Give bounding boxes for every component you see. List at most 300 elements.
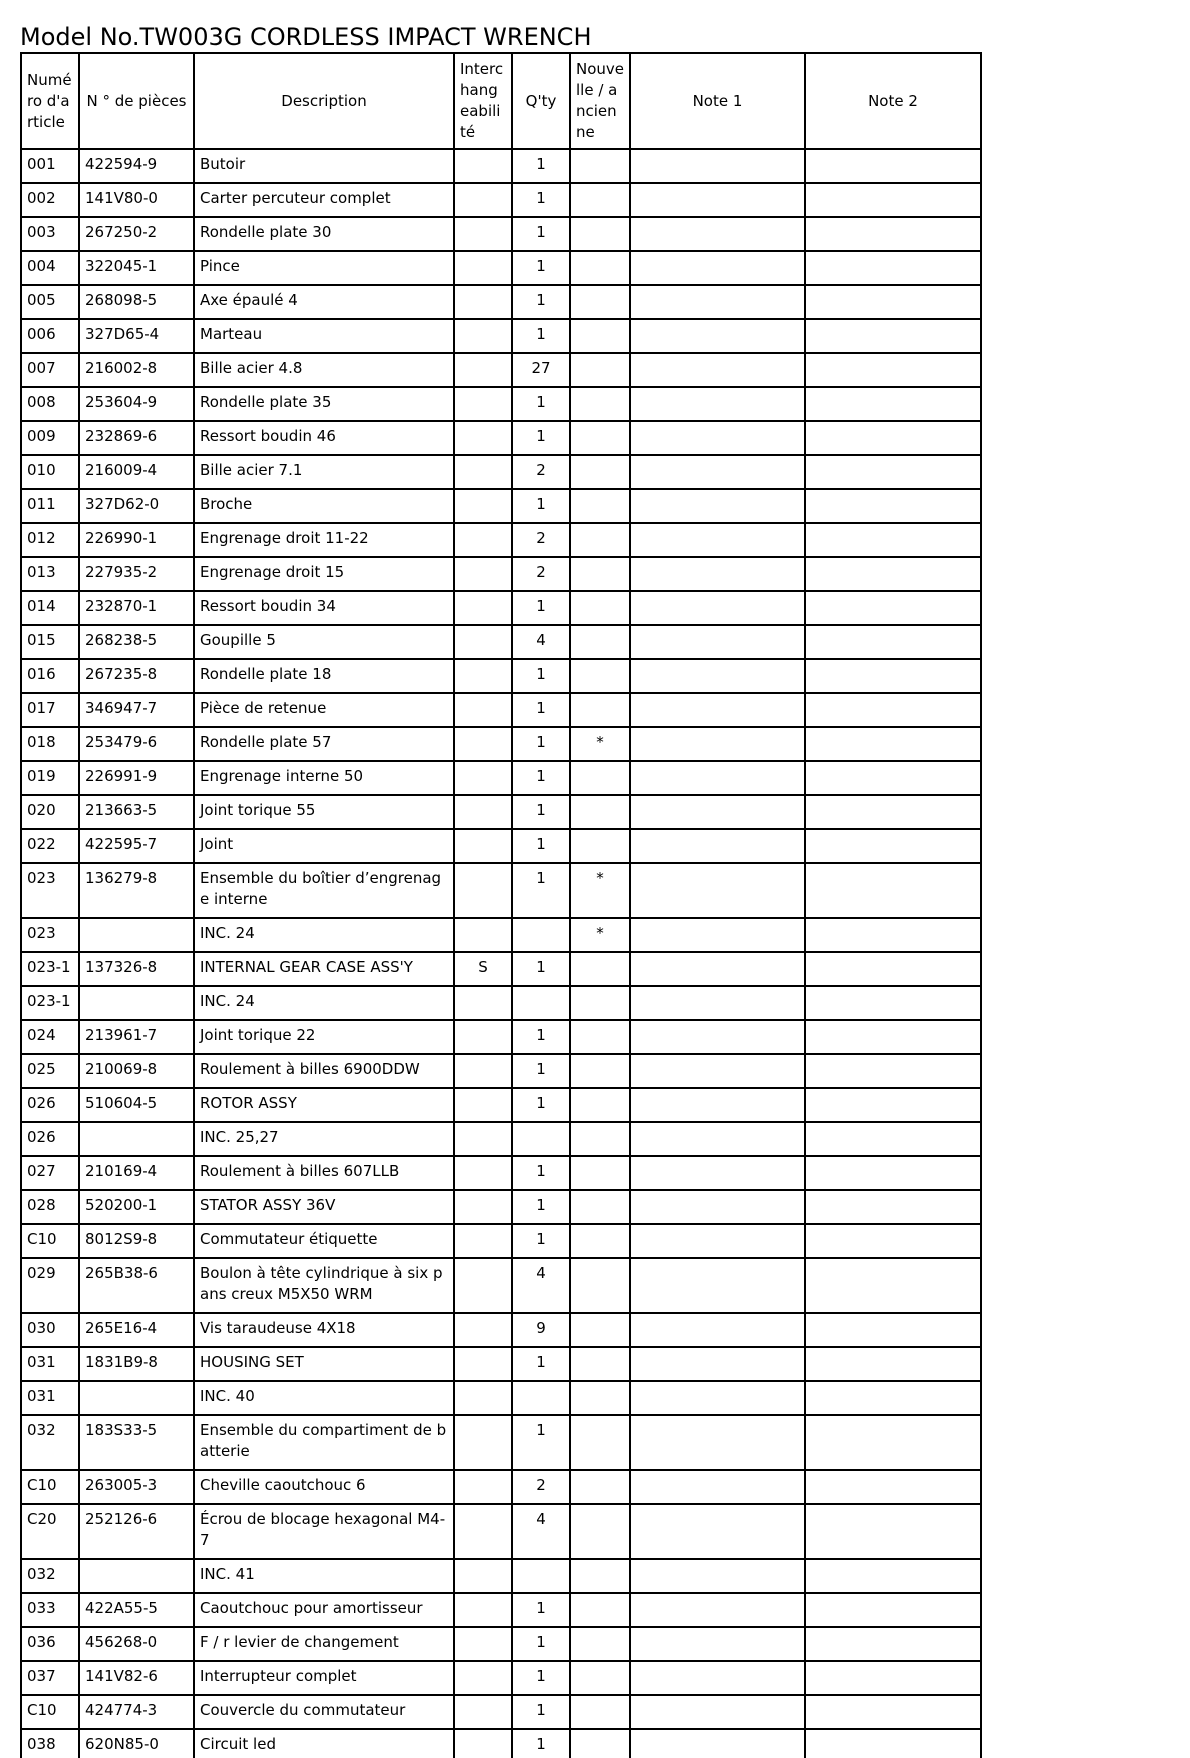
cell-description: Circuit led bbox=[194, 1729, 454, 1758]
cell-note-1 bbox=[630, 1627, 805, 1661]
cell-note-2 bbox=[805, 557, 981, 591]
cell-note-2 bbox=[805, 251, 981, 285]
cell-quantity: 1 bbox=[512, 489, 570, 523]
cell-interchangeability bbox=[454, 523, 512, 557]
cell-interchangeability bbox=[454, 795, 512, 829]
cell-note-1 bbox=[630, 1415, 805, 1470]
cell-note-2 bbox=[805, 693, 981, 727]
cell-note-2 bbox=[805, 1559, 981, 1593]
cell-item-number: 009 bbox=[21, 421, 79, 455]
cell-note-2 bbox=[805, 1347, 981, 1381]
table-row bbox=[21, 1593, 981, 1627]
cell-interchangeability bbox=[454, 693, 512, 727]
cell-part-number: 210069-8 bbox=[79, 1054, 194, 1088]
table-row bbox=[21, 986, 981, 1020]
cell-new-old bbox=[570, 183, 630, 217]
cell-note-2 bbox=[805, 761, 981, 795]
cell-quantity: 1 bbox=[512, 217, 570, 251]
cell-interchangeability bbox=[454, 1504, 512, 1559]
table-row bbox=[21, 1415, 981, 1470]
cell-note-1 bbox=[630, 918, 805, 952]
table-row bbox=[21, 1088, 981, 1122]
cell-note-1 bbox=[630, 591, 805, 625]
cell-interchangeability bbox=[454, 217, 512, 251]
table-row bbox=[21, 1054, 981, 1088]
cell-part-number: 252126-6 bbox=[79, 1504, 194, 1559]
table-row bbox=[21, 285, 981, 319]
cell-note-2 bbox=[805, 1313, 981, 1347]
cell-interchangeability bbox=[454, 1156, 512, 1190]
cell-note-2 bbox=[805, 1156, 981, 1190]
cell-note-2 bbox=[805, 591, 981, 625]
header-item-number: Numéro d'article bbox=[21, 53, 79, 149]
cell-quantity: 1 bbox=[512, 829, 570, 863]
cell-note-1 bbox=[630, 1559, 805, 1593]
cell-part-number: 227935-2 bbox=[79, 557, 194, 591]
cell-note-1 bbox=[630, 761, 805, 795]
cell-part-number: 253604-9 bbox=[79, 387, 194, 421]
cell-new-old bbox=[570, 489, 630, 523]
cell-new-old bbox=[570, 1627, 630, 1661]
cell-note-1 bbox=[630, 1088, 805, 1122]
cell-new-old bbox=[570, 421, 630, 455]
table-row bbox=[21, 863, 981, 918]
cell-quantity bbox=[512, 1381, 570, 1415]
table-row bbox=[21, 1729, 981, 1758]
header-description: Description bbox=[194, 53, 454, 149]
table-row bbox=[21, 1504, 981, 1559]
table-row bbox=[21, 591, 981, 625]
cell-note-1 bbox=[630, 727, 805, 761]
header-interchangeability: Interchangeabilité bbox=[454, 53, 512, 149]
table-row bbox=[21, 489, 981, 523]
cell-new-old bbox=[570, 952, 630, 986]
table-row bbox=[21, 557, 981, 591]
cell-note-2 bbox=[805, 285, 981, 319]
cell-note-2 bbox=[805, 1381, 981, 1415]
cell-item-number: 011 bbox=[21, 489, 79, 523]
cell-new-old bbox=[570, 1381, 630, 1415]
cell-new-old bbox=[570, 1729, 630, 1758]
cell-note-1 bbox=[630, 659, 805, 693]
table-row bbox=[21, 251, 981, 285]
cell-description: Roulement à billes 6900DDW bbox=[194, 1054, 454, 1088]
cell-part-number: 268098-5 bbox=[79, 285, 194, 319]
cell-item-number: 024 bbox=[21, 1020, 79, 1054]
cell-description: F / r levier de changement bbox=[194, 1627, 454, 1661]
cell-item-number: 007 bbox=[21, 353, 79, 387]
cell-interchangeability bbox=[454, 251, 512, 285]
table-row bbox=[21, 1122, 981, 1156]
table-row bbox=[21, 918, 981, 952]
cell-part-number: 327D62-0 bbox=[79, 489, 194, 523]
cell-quantity bbox=[512, 918, 570, 952]
table-row bbox=[21, 1313, 981, 1347]
header-part-number: N ° de pièces bbox=[79, 53, 194, 149]
cell-description: STATOR ASSY 36V bbox=[194, 1190, 454, 1224]
cell-description: INC. 24 bbox=[194, 918, 454, 952]
cell-quantity: 1 bbox=[512, 1224, 570, 1258]
cell-part-number: 422594-9 bbox=[79, 149, 194, 183]
cell-item-number: 008 bbox=[21, 387, 79, 421]
cell-note-2 bbox=[805, 863, 981, 918]
cell-interchangeability bbox=[454, 1258, 512, 1313]
cell-part-number: 216002-8 bbox=[79, 353, 194, 387]
cell-part-number: 216009-4 bbox=[79, 455, 194, 489]
cell-note-1 bbox=[630, 1313, 805, 1347]
cell-note-1 bbox=[630, 421, 805, 455]
cell-note-2 bbox=[805, 1190, 981, 1224]
parts-table bbox=[20, 52, 982, 1758]
cell-item-number: 015 bbox=[21, 625, 79, 659]
cell-quantity: 1 bbox=[512, 591, 570, 625]
cell-quantity: 1 bbox=[512, 421, 570, 455]
cell-new-old bbox=[570, 1190, 630, 1224]
header-quantity: Q'ty bbox=[512, 53, 570, 149]
cell-item-number: C10 bbox=[21, 1470, 79, 1504]
cell-part-number: 141V80-0 bbox=[79, 183, 194, 217]
cell-note-1 bbox=[630, 1695, 805, 1729]
cell-note-2 bbox=[805, 1224, 981, 1258]
cell-interchangeability bbox=[454, 761, 512, 795]
cell-quantity: 1 bbox=[512, 727, 570, 761]
cell-part-number: 422A55-5 bbox=[79, 1593, 194, 1627]
cell-quantity: 1 bbox=[512, 1156, 570, 1190]
cell-item-number: 018 bbox=[21, 727, 79, 761]
cell-item-number: 004 bbox=[21, 251, 79, 285]
cell-interchangeability bbox=[454, 1313, 512, 1347]
cell-quantity: 1 bbox=[512, 183, 570, 217]
cell-description: Couvercle du commutateur bbox=[194, 1695, 454, 1729]
cell-quantity: 1 bbox=[512, 387, 570, 421]
cell-note-1 bbox=[630, 557, 805, 591]
cell-part-number bbox=[79, 918, 194, 952]
cell-quantity: 2 bbox=[512, 455, 570, 489]
cell-description: Ensemble du compartiment de batterie bbox=[194, 1415, 454, 1470]
cell-note-2 bbox=[805, 1020, 981, 1054]
cell-quantity: 1 bbox=[512, 251, 570, 285]
cell-item-number: 023 bbox=[21, 863, 79, 918]
cell-description: Axe épaulé 4 bbox=[194, 285, 454, 319]
cell-quantity: 27 bbox=[512, 353, 570, 387]
cell-note-2 bbox=[805, 1593, 981, 1627]
cell-new-old bbox=[570, 591, 630, 625]
cell-interchangeability bbox=[454, 1627, 512, 1661]
cell-new-old bbox=[570, 1224, 630, 1258]
cell-description: Rondelle plate 35 bbox=[194, 387, 454, 421]
table-row bbox=[21, 183, 981, 217]
page-title: Model No.TW003G CORDLESS IMPACT WRENCH bbox=[20, 23, 592, 51]
cell-new-old bbox=[570, 149, 630, 183]
cell-part-number: 141V82-6 bbox=[79, 1661, 194, 1695]
cell-description: Ensemble du boîtier d’engrenage interne bbox=[194, 863, 454, 918]
cell-item-number: 033 bbox=[21, 1593, 79, 1627]
table-row bbox=[21, 1661, 981, 1695]
cell-note-1 bbox=[630, 1729, 805, 1758]
table-row bbox=[21, 421, 981, 455]
cell-part-number: 620N85-0 bbox=[79, 1729, 194, 1758]
cell-quantity: 4 bbox=[512, 1504, 570, 1559]
cell-note-2 bbox=[805, 795, 981, 829]
cell-quantity: 1 bbox=[512, 1593, 570, 1627]
table-row bbox=[21, 829, 981, 863]
cell-description: Butoir bbox=[194, 149, 454, 183]
cell-part-number: 263005-3 bbox=[79, 1470, 194, 1504]
cell-note-2 bbox=[805, 1470, 981, 1504]
cell-quantity: 1 bbox=[512, 149, 570, 183]
cell-interchangeability bbox=[454, 1729, 512, 1758]
cell-item-number: 029 bbox=[21, 1258, 79, 1313]
cell-note-1 bbox=[630, 952, 805, 986]
cell-description: Caoutchouc pour amortisseur bbox=[194, 1593, 454, 1627]
cell-part-number bbox=[79, 986, 194, 1020]
cell-item-number: 026 bbox=[21, 1088, 79, 1122]
cell-description: Engrenage droit 15 bbox=[194, 557, 454, 591]
cell-note-1 bbox=[630, 455, 805, 489]
cell-description: Boulon à tête cylindrique à six pans creux M5X50 WRM bbox=[194, 1258, 454, 1313]
cell-quantity: 1 bbox=[512, 659, 570, 693]
cell-note-1 bbox=[630, 489, 805, 523]
cell-new-old bbox=[570, 761, 630, 795]
cell-new-old bbox=[570, 217, 630, 251]
cell-note-2 bbox=[805, 1122, 981, 1156]
cell-note-1 bbox=[630, 795, 805, 829]
cell-note-1 bbox=[630, 1190, 805, 1224]
cell-quantity: 9 bbox=[512, 1313, 570, 1347]
cell-item-number: 028 bbox=[21, 1190, 79, 1224]
cell-note-1 bbox=[630, 1381, 805, 1415]
cell-description: Engrenage droit 11-22 bbox=[194, 523, 454, 557]
cell-note-1 bbox=[630, 1054, 805, 1088]
cell-note-2 bbox=[805, 1054, 981, 1088]
cell-note-1 bbox=[630, 1156, 805, 1190]
cell-item-number: 031 bbox=[21, 1347, 79, 1381]
cell-item-number: 013 bbox=[21, 557, 79, 591]
cell-item-number: C20 bbox=[21, 1504, 79, 1559]
table-row bbox=[21, 727, 981, 761]
cell-note-2 bbox=[805, 986, 981, 1020]
table-row bbox=[21, 625, 981, 659]
cell-item-number: 023-1 bbox=[21, 986, 79, 1020]
cell-interchangeability bbox=[454, 1695, 512, 1729]
cell-quantity: 1 bbox=[512, 285, 570, 319]
cell-interchangeability bbox=[454, 1122, 512, 1156]
cell-item-number: 027 bbox=[21, 1156, 79, 1190]
cell-quantity: 1 bbox=[512, 1054, 570, 1088]
cell-note-1 bbox=[630, 251, 805, 285]
table-row bbox=[21, 952, 981, 986]
cell-note-1 bbox=[630, 829, 805, 863]
cell-description: Cheville caoutchouc 6 bbox=[194, 1470, 454, 1504]
cell-new-old bbox=[570, 557, 630, 591]
cell-quantity: 1 bbox=[512, 1190, 570, 1224]
cell-new-old: * bbox=[570, 863, 630, 918]
cell-item-number: 023 bbox=[21, 918, 79, 952]
cell-note-1 bbox=[630, 523, 805, 557]
cell-item-number: 014 bbox=[21, 591, 79, 625]
table-row bbox=[21, 217, 981, 251]
cell-note-2 bbox=[805, 1695, 981, 1729]
cell-quantity: 1 bbox=[512, 795, 570, 829]
cell-interchangeability bbox=[454, 421, 512, 455]
cell-part-number: 8012S9-8 bbox=[79, 1224, 194, 1258]
cell-description: Roulement à billes 607LLB bbox=[194, 1156, 454, 1190]
table-row bbox=[21, 353, 981, 387]
table-row bbox=[21, 1020, 981, 1054]
cell-interchangeability bbox=[454, 353, 512, 387]
cell-quantity: 1 bbox=[512, 1415, 570, 1470]
cell-new-old bbox=[570, 387, 630, 421]
cell-part-number: 265E16-4 bbox=[79, 1313, 194, 1347]
cell-item-number: 019 bbox=[21, 761, 79, 795]
cell-interchangeability bbox=[454, 727, 512, 761]
cell-interchangeability bbox=[454, 1020, 512, 1054]
cell-interchangeability bbox=[454, 1381, 512, 1415]
table-row bbox=[21, 1627, 981, 1661]
cell-note-2 bbox=[805, 353, 981, 387]
cell-new-old bbox=[570, 1054, 630, 1088]
cell-item-number: 025 bbox=[21, 1054, 79, 1088]
cell-interchangeability bbox=[454, 1190, 512, 1224]
cell-description: Engrenage interne 50 bbox=[194, 761, 454, 795]
cell-interchangeability bbox=[454, 285, 512, 319]
cell-interchangeability bbox=[454, 1054, 512, 1088]
cell-item-number: 037 bbox=[21, 1661, 79, 1695]
cell-part-number: 422595-7 bbox=[79, 829, 194, 863]
cell-item-number: 010 bbox=[21, 455, 79, 489]
cell-description: Ressort boudin 34 bbox=[194, 591, 454, 625]
cell-item-number: 030 bbox=[21, 1313, 79, 1347]
cell-note-2 bbox=[805, 183, 981, 217]
cell-description: Joint torique 22 bbox=[194, 1020, 454, 1054]
cell-note-1 bbox=[630, 149, 805, 183]
cell-note-2 bbox=[805, 829, 981, 863]
cell-quantity: 2 bbox=[512, 557, 570, 591]
cell-note-2 bbox=[805, 1627, 981, 1661]
cell-item-number: 005 bbox=[21, 285, 79, 319]
cell-part-number: 327D65-4 bbox=[79, 319, 194, 353]
cell-note-2 bbox=[805, 149, 981, 183]
cell-note-2 bbox=[805, 489, 981, 523]
cell-description: Rondelle plate 57 bbox=[194, 727, 454, 761]
cell-new-old bbox=[570, 1661, 630, 1695]
cell-interchangeability bbox=[454, 1415, 512, 1470]
cell-interchangeability bbox=[454, 591, 512, 625]
cell-note-2 bbox=[805, 1258, 981, 1313]
cell-description: Marteau bbox=[194, 319, 454, 353]
cell-description: Broche bbox=[194, 489, 454, 523]
cell-item-number: 006 bbox=[21, 319, 79, 353]
cell-new-old bbox=[570, 986, 630, 1020]
cell-item-number: 003 bbox=[21, 217, 79, 251]
cell-interchangeability bbox=[454, 1347, 512, 1381]
cell-quantity: 1 bbox=[512, 1627, 570, 1661]
cell-note-2 bbox=[805, 1504, 981, 1559]
cell-quantity: 1 bbox=[512, 319, 570, 353]
cell-new-old bbox=[570, 1415, 630, 1470]
cell-part-number: 232870-1 bbox=[79, 591, 194, 625]
cell-note-1 bbox=[630, 319, 805, 353]
cell-interchangeability bbox=[454, 918, 512, 952]
cell-new-old bbox=[570, 353, 630, 387]
cell-note-1 bbox=[630, 183, 805, 217]
cell-description: ROTOR ASSY bbox=[194, 1088, 454, 1122]
cell-note-2 bbox=[805, 319, 981, 353]
cell-item-number: 036 bbox=[21, 1627, 79, 1661]
cell-part-number: 136279-8 bbox=[79, 863, 194, 918]
cell-note-1 bbox=[630, 625, 805, 659]
table-row bbox=[21, 1381, 981, 1415]
cell-new-old bbox=[570, 829, 630, 863]
cell-part-number: 265B38-6 bbox=[79, 1258, 194, 1313]
table-row bbox=[21, 761, 981, 795]
cell-note-1 bbox=[630, 1593, 805, 1627]
cell-description: Ressort boudin 46 bbox=[194, 421, 454, 455]
cell-part-number: 456268-0 bbox=[79, 1627, 194, 1661]
table-row bbox=[21, 659, 981, 693]
cell-quantity: 1 bbox=[512, 761, 570, 795]
cell-interchangeability bbox=[454, 319, 512, 353]
cell-quantity: 1 bbox=[512, 1347, 570, 1381]
cell-interchangeability bbox=[454, 149, 512, 183]
cell-note-1 bbox=[630, 1020, 805, 1054]
cell-new-old bbox=[570, 795, 630, 829]
table-row bbox=[21, 149, 981, 183]
cell-part-number: 226990-1 bbox=[79, 523, 194, 557]
cell-quantity: 1 bbox=[512, 1729, 570, 1758]
cell-note-2 bbox=[805, 952, 981, 986]
cell-quantity: 1 bbox=[512, 693, 570, 727]
cell-description: Interrupteur complet bbox=[194, 1661, 454, 1695]
table-body bbox=[21, 149, 981, 1758]
cell-quantity: 1 bbox=[512, 863, 570, 918]
cell-description: Joint bbox=[194, 829, 454, 863]
cell-part-number: 268238-5 bbox=[79, 625, 194, 659]
cell-new-old bbox=[570, 1258, 630, 1313]
cell-description: Carter percuteur complet bbox=[194, 183, 454, 217]
cell-interchangeability: S bbox=[454, 952, 512, 986]
cell-item-number: 026 bbox=[21, 1122, 79, 1156]
cell-part-number: 232869-6 bbox=[79, 421, 194, 455]
cell-item-number: 016 bbox=[21, 659, 79, 693]
cell-new-old bbox=[570, 1156, 630, 1190]
cell-item-number: 020 bbox=[21, 795, 79, 829]
cell-note-1 bbox=[630, 693, 805, 727]
cell-quantity: 4 bbox=[512, 625, 570, 659]
cell-quantity bbox=[512, 1559, 570, 1593]
cell-note-2 bbox=[805, 1729, 981, 1758]
cell-interchangeability bbox=[454, 1470, 512, 1504]
cell-item-number: 022 bbox=[21, 829, 79, 863]
table-row bbox=[21, 455, 981, 489]
header-note-2: Note 2 bbox=[805, 53, 981, 149]
cell-description: INC. 41 bbox=[194, 1559, 454, 1593]
cell-note-2 bbox=[805, 387, 981, 421]
table-row bbox=[21, 1559, 981, 1593]
cell-description: Écrou de blocage hexagonal M4-7 bbox=[194, 1504, 454, 1559]
table-row bbox=[21, 795, 981, 829]
cell-description: Pièce de retenue bbox=[194, 693, 454, 727]
cell-note-2 bbox=[805, 918, 981, 952]
table-row bbox=[21, 319, 981, 353]
cell-new-old bbox=[570, 523, 630, 557]
cell-part-number: 322045-1 bbox=[79, 251, 194, 285]
cell-quantity bbox=[512, 986, 570, 1020]
cell-quantity: 2 bbox=[512, 1470, 570, 1504]
cell-item-number: 023-1 bbox=[21, 952, 79, 986]
cell-item-number: 032 bbox=[21, 1415, 79, 1470]
cell-description: Bille acier 7.1 bbox=[194, 455, 454, 489]
